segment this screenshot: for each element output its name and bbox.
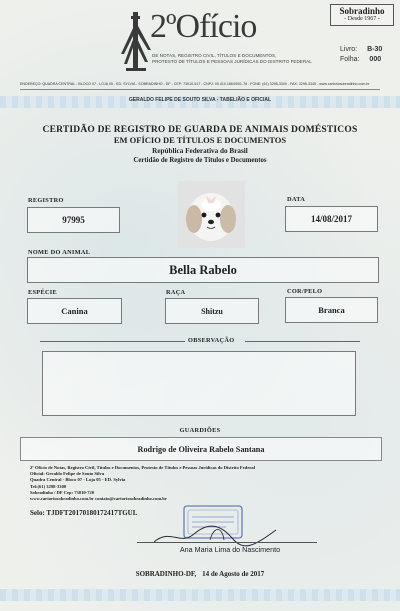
guardioes-field: Rodrigo de Oliveira Rabelo Santana: [20, 437, 382, 461]
stamp-subtitle: - Desde 1967 -: [344, 16, 380, 22]
place-date: [0, 570, 400, 578]
certificate-subtitle: EM OFÍCIO DE TÍTULOS E DOCUMENTOS: [113, 135, 287, 145]
cor-field: Branca: [285, 297, 378, 323]
livro-value: B-30: [367, 46, 383, 53]
brand-subtitle-2: PROTESTO DE TÍTULOS E PESSOAS JURÍDICAS DO DISTRITO FEDERAL: [152, 59, 312, 64]
office-info-line: Oficial: Geraldo Felipe de Souto Silva: [30, 471, 105, 477]
livro-row: [340, 46, 382, 53]
brand-title: 2ºOfício: [150, 8, 257, 45]
data-label: DATA: [287, 196, 306, 203]
certificate-type-line: Certidão de Registro de Títulos e Documentos: [133, 157, 267, 164]
registro-label: REGISTRO: [28, 197, 64, 204]
guardioes-label: GUARDIÕES: [179, 427, 221, 434]
nome-field: Bella Rabelo: [27, 257, 379, 283]
data-field: 14/08/2017: [285, 206, 378, 232]
registro-field: 97995: [27, 207, 120, 233]
folha-row: [340, 56, 381, 63]
tabeliao-banner: GERALDO FELIPE DE SOUTO SILVA - TABELIÃO E OFICIAL: [128, 97, 272, 103]
office-info-line: 2º Ofício de Notas, Registro Civil, Títulos e Documentos, Protesto de Títulos e Pessoas Jurídicas do Distrito Federal: [30, 465, 255, 470]
header-divider: [20, 89, 380, 90]
signer-name: Ana Maria Lima do Nascimento: [179, 545, 281, 554]
observacao-field: [42, 351, 356, 416]
address-line: ENDEREÇO: QUADRA CENTRAL - BLOCO 07 - LOJA 05 - ED. SYLVIA - SOBRADINHO - DF - CEP: 73010-517 - CNPJ: 00.410.186/0001-78 - FONE: (61) 3298-3300 - FAX: 3298-3345 - www.cartoriosobradinho.com.br: [20, 82, 370, 86]
office-info: [30, 465, 255, 502]
raca-field: Shitzu: [165, 298, 259, 324]
bottom-stripe: [0, 589, 400, 601]
office-info-line: Sobradinho / DF Cep: 73010-720: [30, 489, 95, 495]
office-info-line: Tel:(61) 3298-3300: [30, 483, 67, 489]
sobradinho-stamp: [330, 4, 394, 26]
observacao-rule-left: [40, 341, 185, 342]
stamp-title: Sobradinho: [339, 6, 385, 16]
observacao-label: OBSERVAÇÃO: [188, 337, 235, 344]
livro-label: Livro:: [340, 46, 358, 53]
selo-code: Selo: TJDFT20170180172417TGUL: [30, 509, 138, 517]
especie-label: ESPÉCIE: [28, 289, 58, 296]
signature-scribble: [150, 520, 280, 548]
nome-label: NOME DO ANIMAL: [28, 249, 91, 256]
place-text: SOBRADINHO-DF,: [135, 570, 197, 578]
certificate-title: CERTIDÃO DE REGISTRO DE GUARDA DE ANIMAIS DOMÉSTICOS: [42, 125, 358, 135]
date-text: 14 de Agosto de 2017: [202, 570, 265, 578]
folha-value: 000: [369, 56, 382, 63]
signature-line: [137, 542, 317, 543]
tower-logo-icon: [118, 10, 154, 76]
observacao-rule-right: [245, 341, 360, 342]
republic-line: República Federativa do Brasil: [152, 147, 248, 155]
folha-label: Folha:: [340, 56, 360, 63]
raca-label: RAÇA: [166, 289, 186, 296]
brand-subtitle-1: DE NOTAS, REGISTRO CIVIL, TÍTULOS E DOCUMENTOS,: [152, 53, 277, 58]
cor-label: COR/PELO: [287, 288, 323, 295]
especie-field: Canina: [27, 298, 122, 324]
animal-photo: [178, 181, 245, 248]
office-info-line: Quadra Central - Bloco 07 - Loja 05 - ED. Sylvia: [30, 477, 126, 483]
office-info-line: www.cartoriosobradinho.com.br contato@cartoriosobradinho.com.br: [30, 496, 167, 502]
